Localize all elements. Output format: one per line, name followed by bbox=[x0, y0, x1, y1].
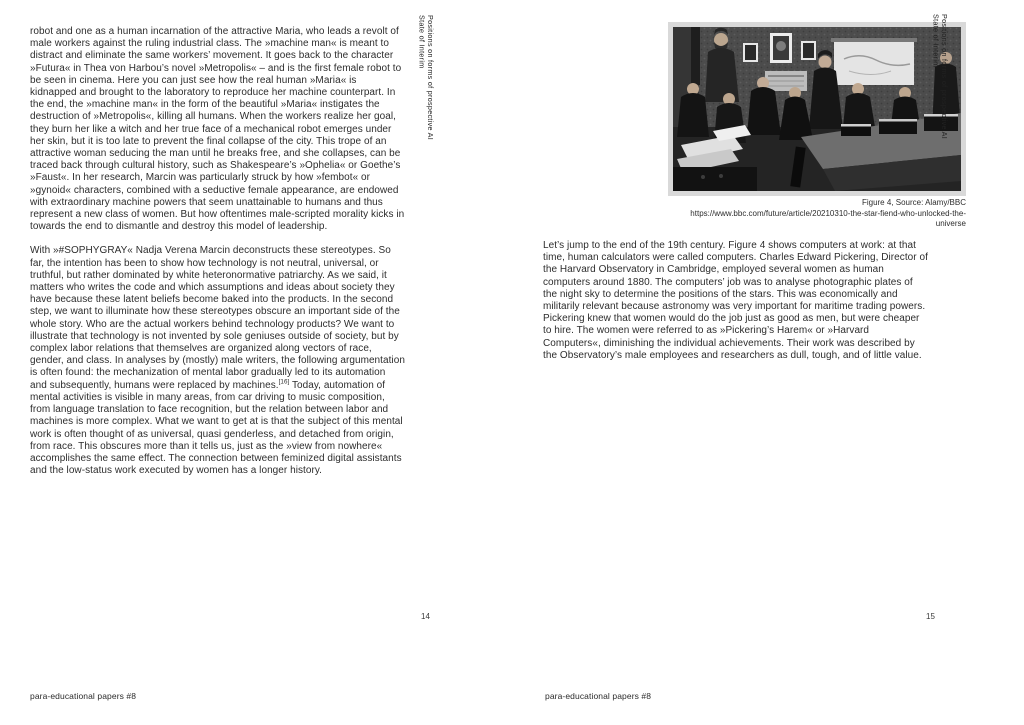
caption-source: Figure 4, Source: Alamy/BBC bbox=[861, 198, 966, 207]
page-number-15: 15 bbox=[926, 612, 935, 621]
publication-footer-left: para-educational papers #8 bbox=[30, 691, 137, 701]
header-subtitle: Positions on forms of prospective AI bbox=[940, 14, 950, 140]
figure-4-photo bbox=[668, 22, 966, 196]
harvard-computers-photo bbox=[673, 27, 961, 191]
caption-url: https://www.bbc.com/future/article/20210310-the-star-fiend-who-unlocked-the-universe bbox=[690, 208, 966, 229]
footnote-16-marker: [16] bbox=[278, 378, 290, 386]
paragraph-computers: Let’s jump to the end of the 19th century. Figure 4 shows computers at work: at that time, human calculators were called computers. Charles Edward Pickering, Director of the Harvard Observatory in Cambridge, employed several women as human computers around 1880. The computers’ job was to analyse photographic plates of the night sky to determine the positions of the stars. This was economically and militarily relevant because astronomy was very important for maritime trading powers. Pickering knew that women would do the job just as good as men, but were cheaper to hire. The women were referred to as »Pickering’s Harem« or »Harvard Computers«, diminishing the individual achievements. Their work was described by the Observatory’s male employees and researchers as dull, tough, and of little value. bbox=[543, 240, 928, 361]
paragraph-text-segment: With »#SOPHYGRAY« Nadja Verena Marcin deconstructs these stereotypes. So far, the intention has been to show how technology is not neutral, universal, or truthful, but rather dominated by white heteronormative patriarchy. As we said, it matters who writes the code and which assumptions and ideas about society they have because these latent beliefs become baked into the products. In the second step, we want to illuminate how these stereotypes obscure an important side of the whole story. Who are the actual workers behind technology products? We want to illustrate that technology is not invented by sole geniuses outside of society, but by complex labor relations that themselves are organized along vectors of race, gender, and class. In analyses by (mostly) male writers, the following argumentation is often found: the mechanization of mental labor gradually led to its automation and subsequently, humans were replaced by machines. bbox=[30, 245, 405, 391]
paragraph-text-segment: Today, automation of mental activities is visible in many areas, from car driving to music composition, from language translation to face recognition, but the relation between labor and machines is more complex. What we want to get at is that the subject of this mental work is often thought of as universal, quasi genderless, and detached from origin, from race. This obscures more than it tells us, just as the »view from nowhere« accomplishes the same effect. The connection between feminized digital assistants and the low-status work executed by women has a longer history. bbox=[30, 379, 403, 477]
page-number-14: 14 bbox=[421, 612, 430, 621]
right-text-column bbox=[543, 240, 928, 374]
figure-4-caption bbox=[661, 198, 966, 230]
paragraph-metropolis: robot and one as a human incarnation of the attractive Maria, who leads a revolt of male workers against the ruling industrial class. The »machine man« is meant to distract and eliminate the same workers’ movement. It goes back to the character »Futura« in Thea von Harbou’s novel »Metropolis« – and is the first female robot to be seen in cinema. Here you can just see how the real human »Maria« is kidnapped and brought to the laboratory to reproduce her machine counterpart. In the end, the »machine man« in the form of the beautiful »Maria« instigates the destruction of »Metropolis«, killing all humans. When the workers realize her goal, they burn her like a witch and her true face of a mechanical robot emerges under her skin, but it is too late to prevent the final collapse of the city. This trope of an attractive woman seducing the man until he breaks free, and she collapses, can be traced back through cultural history, such as Shakespeare’s »Ophelia« or Goethe’s »Faust«. In her research, Marcin was particularly struck by how »fembot« or »gynoid« characters, combined with a seductive female appearance, are endowed with extraordinary machine powers that seem unattainable to humans and thus represent a new class of women. But how oftentimes male-scripted morality kicks in towards the end to dismantle and destroy this model of leadership. bbox=[30, 26, 405, 233]
running-header-right bbox=[931, 14, 948, 139]
publication-footer-right: para-educational papers #8 bbox=[545, 691, 652, 701]
header-subtitle: Positions on forms of prospective AI bbox=[426, 15, 436, 141]
left-text-column bbox=[30, 26, 405, 489]
paragraph-sophygray bbox=[30, 245, 405, 477]
header-title: State of Interim bbox=[931, 14, 941, 68]
running-header-left bbox=[417, 15, 434, 140]
header-title: State of Interim bbox=[417, 15, 427, 69]
